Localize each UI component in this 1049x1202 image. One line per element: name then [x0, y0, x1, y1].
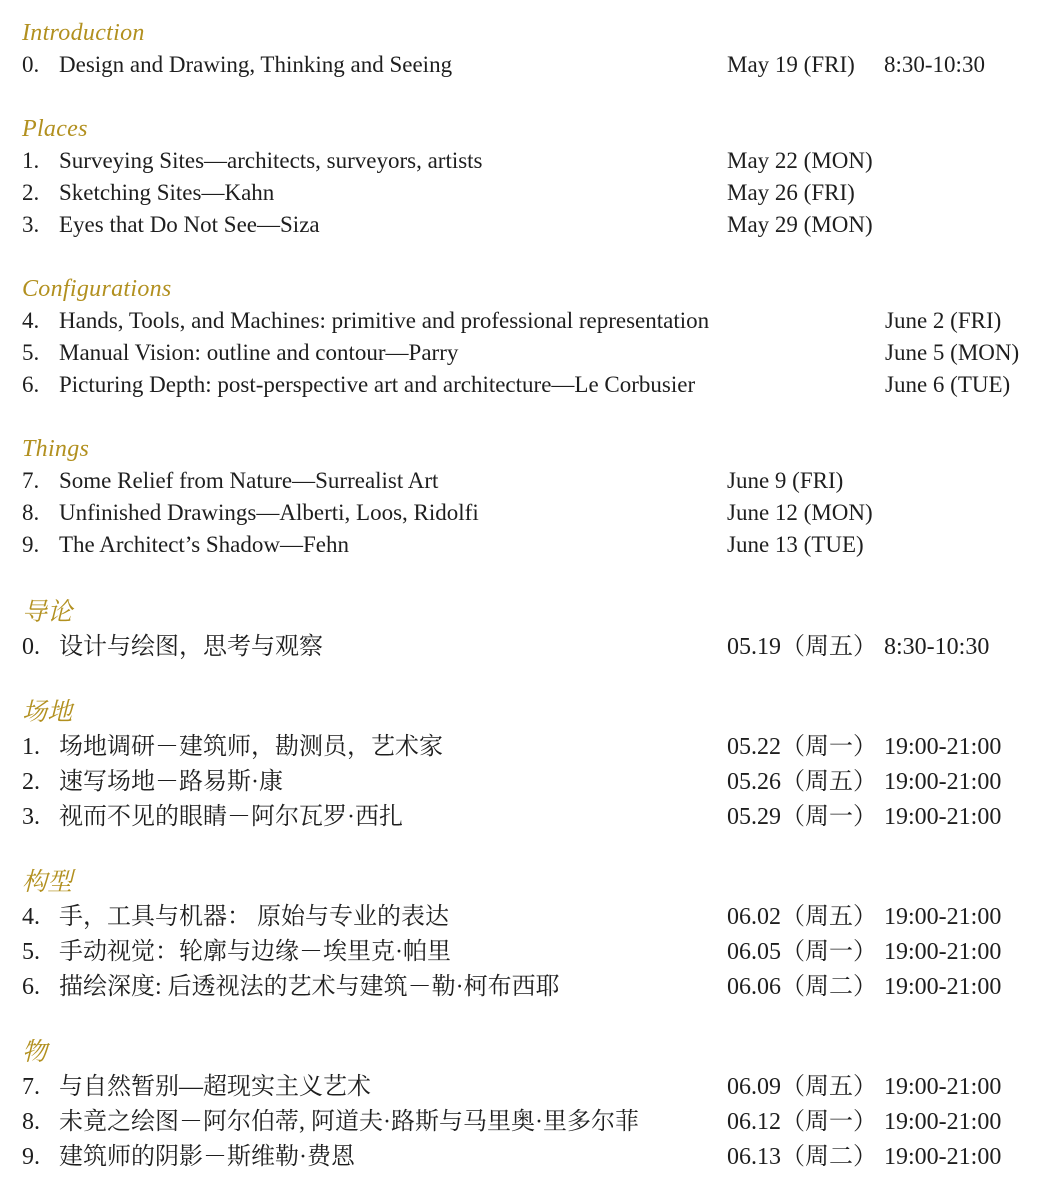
item-time: 19:00-21:00 — [884, 769, 1002, 795]
item-number: 3. — [22, 212, 40, 237]
schedule-rows — [0, 1070, 1049, 1175]
item-title: Eyes that Do Not See—Siza — [59, 212, 320, 237]
item-title: 手动视觉：轮廓与边缘－埃里克·帕里 — [59, 939, 451, 965]
schedule-row — [0, 145, 1049, 177]
schedule-row — [0, 465, 1049, 497]
item-title: Surveying Sites—architects, surveyors, artists — [59, 148, 483, 173]
item-number: 8. — [22, 1109, 40, 1135]
item-title: 场地调研－建筑师，勘测员，艺术家 — [59, 734, 443, 760]
item-title: 建筑师的阴影－斯维勒·费恩 — [59, 1144, 355, 1170]
item-time: 19:00-21:00 — [884, 974, 1002, 1000]
item-title: 速写场地－路易斯·康 — [59, 769, 283, 795]
item-number: 5. — [22, 939, 40, 965]
item-title: 未竟之绘图－阿尔伯蒂, 阿道夫·路斯与马里奥·里多尔菲 — [59, 1109, 639, 1135]
item-date: 05.29（周一） — [727, 804, 877, 830]
item-date: 06.05（周一） — [727, 939, 877, 965]
item-date: 06.02（周五） — [727, 904, 877, 930]
schedule-rows — [0, 630, 1049, 665]
schedule-row — [0, 1105, 1049, 1140]
item-date: 05.26（周五） — [727, 769, 877, 795]
item-number: 0. — [22, 52, 40, 77]
section-introduction-en — [0, 17, 1049, 81]
item-title: Picturing Depth: post-perspective art and architecture—Le Corbusier — [59, 372, 696, 397]
item-time: 19:00-21:00 — [884, 804, 1002, 830]
item-date: 05.19（周五） — [727, 634, 877, 660]
schedule-rows — [0, 465, 1049, 561]
item-number: 8. — [22, 500, 40, 525]
schedule-row — [0, 369, 1049, 401]
schedule-row — [0, 1070, 1049, 1105]
schedule-rows — [0, 145, 1049, 241]
item-time: 8:30-10:30 — [884, 52, 985, 77]
item-title: Some Relief from Nature—Surrealist Art — [59, 468, 439, 493]
section-places-en — [0, 113, 1049, 241]
item-number: 1. — [22, 734, 40, 760]
schedule-row — [0, 765, 1049, 800]
item-number: 2. — [22, 180, 40, 205]
section-heading: 场地 — [22, 699, 73, 726]
item-date: June 2 (FRI) — [885, 308, 1002, 333]
item-number: 9. — [22, 532, 40, 557]
item-date: 06.09（周五） — [727, 1074, 877, 1100]
schedule-row — [0, 49, 1049, 81]
section-heading: Introduction — [22, 20, 145, 46]
item-title: 手，工具与机器： 原始与专业的表达 — [59, 904, 449, 930]
schedule-row — [0, 970, 1049, 1005]
item-number: 5. — [22, 340, 40, 365]
item-title: Sketching Sites—Kahn — [59, 180, 275, 205]
item-title: Design and Drawing, Thinking and Seeing — [59, 52, 453, 77]
item-title: Manual Vision: outline and contour—Parry — [59, 340, 459, 365]
section-things-en — [0, 433, 1049, 561]
item-time: 19:00-21:00 — [884, 939, 1002, 965]
schedule-row — [0, 800, 1049, 835]
schedule-row — [0, 177, 1049, 209]
item-title: Unfinished Drawings—Alberti, Loos, Ridolfi — [59, 500, 479, 525]
sections-root — [0, 17, 1049, 1175]
item-date: 05.22（周一） — [727, 734, 877, 760]
item-time: 19:00-21:00 — [884, 1074, 1002, 1100]
schedule-row — [0, 497, 1049, 529]
section-things-zh — [0, 1035, 1049, 1175]
schedule-row — [0, 630, 1049, 665]
section-heading: 物 — [22, 1039, 48, 1066]
item-title: 与自然暂别—超现实主义艺术 — [59, 1074, 371, 1100]
item-time: 19:00-21:00 — [884, 1109, 1002, 1135]
section-places-zh — [0, 695, 1049, 835]
item-date: 06.06（周二） — [727, 974, 877, 1000]
schedule-row — [0, 305, 1049, 337]
item-number: 3. — [22, 804, 40, 830]
item-number: 0. — [22, 634, 40, 660]
item-number: 7. — [22, 468, 40, 493]
section-heading: 构型 — [22, 869, 73, 896]
item-title: The Architect’s Shadow—Fehn — [59, 532, 350, 557]
item-date: June 12 (MON) — [727, 500, 873, 525]
section-heading: Configurations — [22, 276, 172, 302]
item-date: June 5 (MON) — [885, 340, 1020, 365]
section-heading: 导论 — [22, 599, 73, 626]
section-introduction-zh — [0, 595, 1049, 665]
item-number: 1. — [22, 148, 40, 173]
item-number: 6. — [22, 372, 40, 397]
item-time: 19:00-21:00 — [884, 734, 1002, 760]
schedule-row — [0, 337, 1049, 369]
item-time: 19:00-21:00 — [884, 1144, 1002, 1170]
item-date: June 9 (FRI) — [727, 468, 844, 493]
item-number: 9. — [22, 1144, 40, 1170]
section-configurations-zh — [0, 865, 1049, 1005]
item-number: 4. — [22, 308, 40, 333]
item-title: 设计与绘图，思考与观察 — [59, 634, 323, 660]
schedule-row — [0, 900, 1049, 935]
item-time: 8:30-10:30 — [884, 634, 990, 660]
item-title: 视而不见的眼睛－阿尔瓦罗·西扎 — [59, 804, 403, 830]
schedule-rows — [0, 305, 1049, 401]
item-time: 19:00-21:00 — [884, 904, 1002, 930]
schedule-rows — [0, 49, 1049, 81]
item-number: 4. — [22, 904, 40, 930]
item-number: 6. — [22, 974, 40, 1000]
item-date: May 22 (MON) — [727, 148, 873, 173]
schedule-rows — [0, 730, 1049, 835]
section-configurations-en — [0, 273, 1049, 401]
item-title: Hands, Tools, and Machines: primitive and professional representation — [59, 308, 710, 333]
item-date: 06.13（周二） — [727, 1144, 877, 1170]
item-date: May 26 (FRI) — [727, 180, 855, 205]
item-date: May 19 (FRI) — [727, 52, 855, 77]
section-heading: Places — [22, 116, 88, 142]
schedule-row — [0, 730, 1049, 765]
item-date: June 6 (TUE) — [885, 372, 1011, 397]
item-title: 描绘深度: 后透视法的艺术与建筑－勒·柯布西耶 — [59, 974, 560, 1000]
item-date: 06.12（周一） — [727, 1109, 877, 1135]
schedule-row — [0, 1140, 1049, 1175]
section-heading: Things — [22, 436, 90, 462]
schedule-row — [0, 935, 1049, 970]
item-date: June 13 (TUE) — [727, 532, 864, 557]
schedule-row — [0, 209, 1049, 241]
schedule-row — [0, 529, 1049, 561]
item-number: 2. — [22, 769, 40, 795]
item-date: May 29 (MON) — [727, 212, 873, 237]
item-number: 7. — [22, 1074, 40, 1100]
schedule-rows — [0, 900, 1049, 1005]
